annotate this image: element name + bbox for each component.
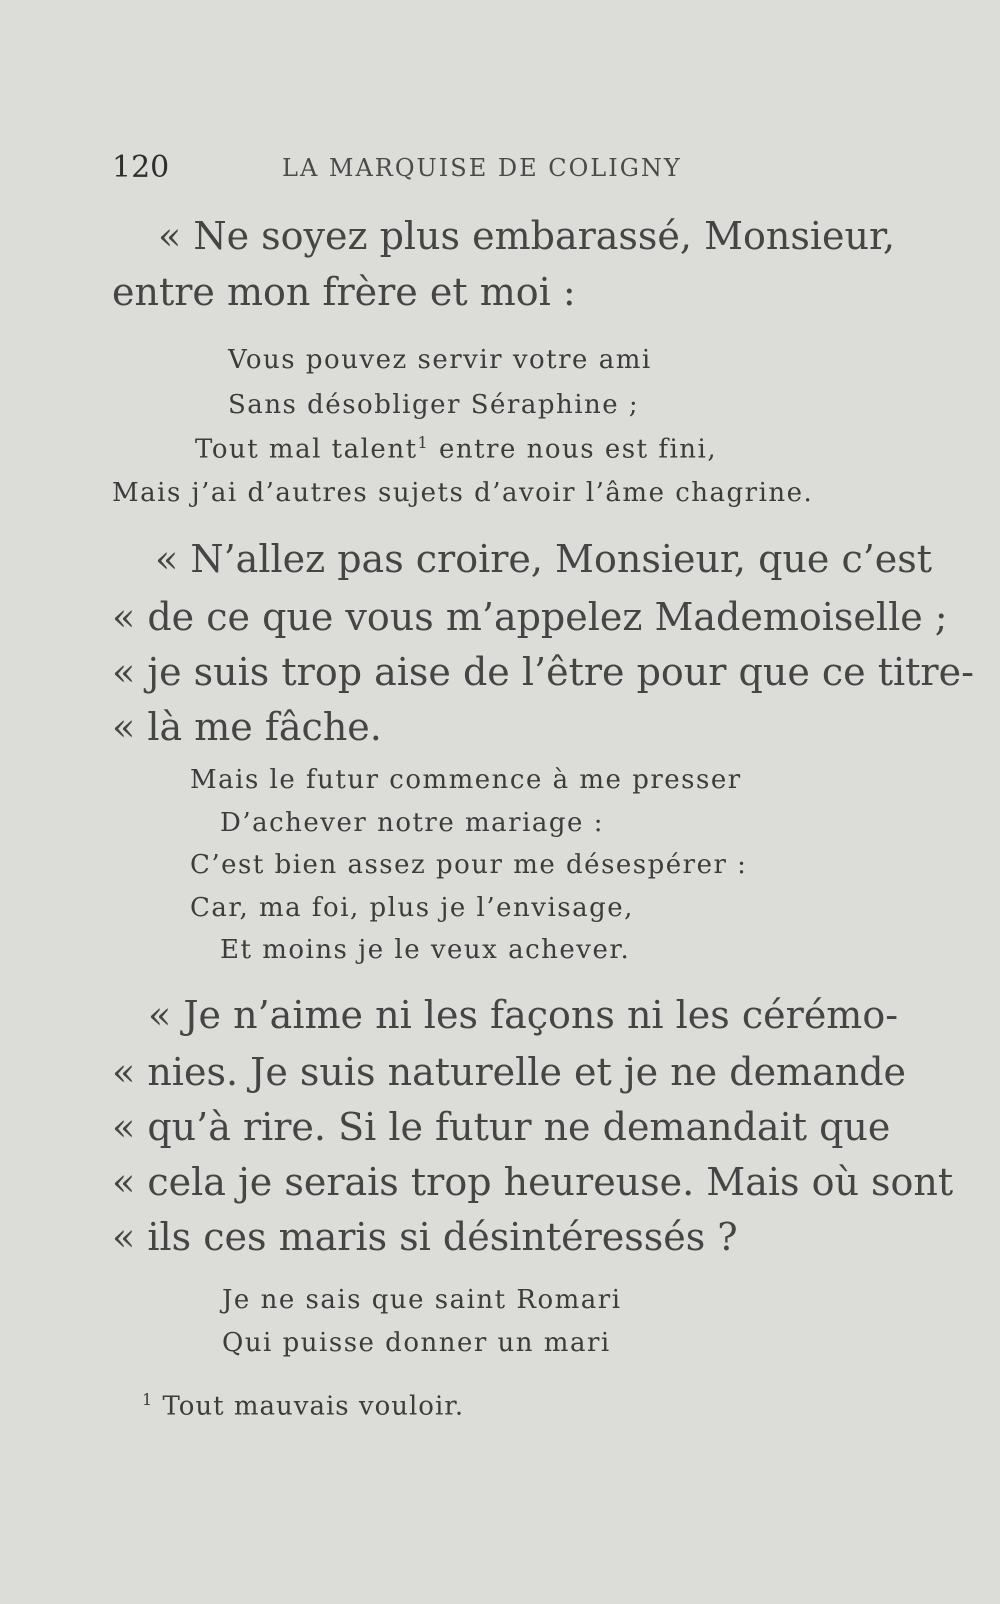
prose-line: « je suis trop aise de l’être pour que ce titre- bbox=[112, 650, 974, 694]
verse-line: C’est bien assez pour me désespérer : bbox=[190, 850, 748, 880]
verse-line: Qui puisse donner un mari bbox=[222, 1328, 611, 1358]
running-title: LA MARQUISE DE COLIGNY bbox=[282, 154, 682, 182]
prose-line: « nies. Je suis naturelle et je ne demande bbox=[112, 1050, 907, 1094]
verse-line: Mais le futur commence à me presser bbox=[190, 765, 742, 795]
prose-line: « qu’à rire. Si le futur ne demandait que bbox=[112, 1105, 891, 1149]
verse-line: Sans désobliger Séraphine ; bbox=[228, 390, 640, 420]
verse-line: Vous pouvez servir votre ami bbox=[228, 345, 652, 375]
verse-line: Et moins je le veux achever. bbox=[220, 935, 631, 965]
prose-line: « là me fâche. bbox=[112, 705, 382, 749]
footnote bbox=[142, 1390, 464, 1422]
page-header bbox=[112, 150, 872, 190]
verse-text: Tout mal talent bbox=[195, 434, 418, 465]
prose-line: « N’allez pas croire, Monsieur, que c’est bbox=[155, 537, 933, 581]
footnote-ref: 1 bbox=[417, 433, 430, 452]
page-number: 120 bbox=[112, 150, 170, 185]
prose-line: « Ne soyez plus embarassé, Monsieur, bbox=[158, 214, 896, 258]
footnote-text: Tout mauvais vouloir. bbox=[162, 1391, 465, 1422]
prose-line: « cela je serais trop heureuse. Mais où sont bbox=[112, 1160, 954, 1204]
verse-line: Car, ma foi, plus je l’envisage, bbox=[190, 893, 634, 923]
verse-line bbox=[195, 433, 717, 465]
prose-line: entre mon frère et moi : bbox=[112, 270, 576, 314]
verse-line: Je ne sais que saint Romari bbox=[222, 1285, 622, 1315]
prose-line: « Je n’aime ni les façons ni les cérémo- bbox=[148, 993, 899, 1037]
verse-line: Mais j’ai d’autres sujets d’avoir l’âme chagrine. bbox=[112, 478, 814, 508]
prose-line: « de ce que vous m’appelez Mademoiselle ; bbox=[112, 595, 948, 639]
verse-line: D’achever notre mariage : bbox=[220, 808, 604, 838]
verse-text: entre nous est fini, bbox=[429, 434, 718, 465]
prose-line: « ils ces maris si désintéressés ? bbox=[112, 1215, 738, 1259]
footnote-marker: 1 bbox=[142, 1390, 154, 1409]
